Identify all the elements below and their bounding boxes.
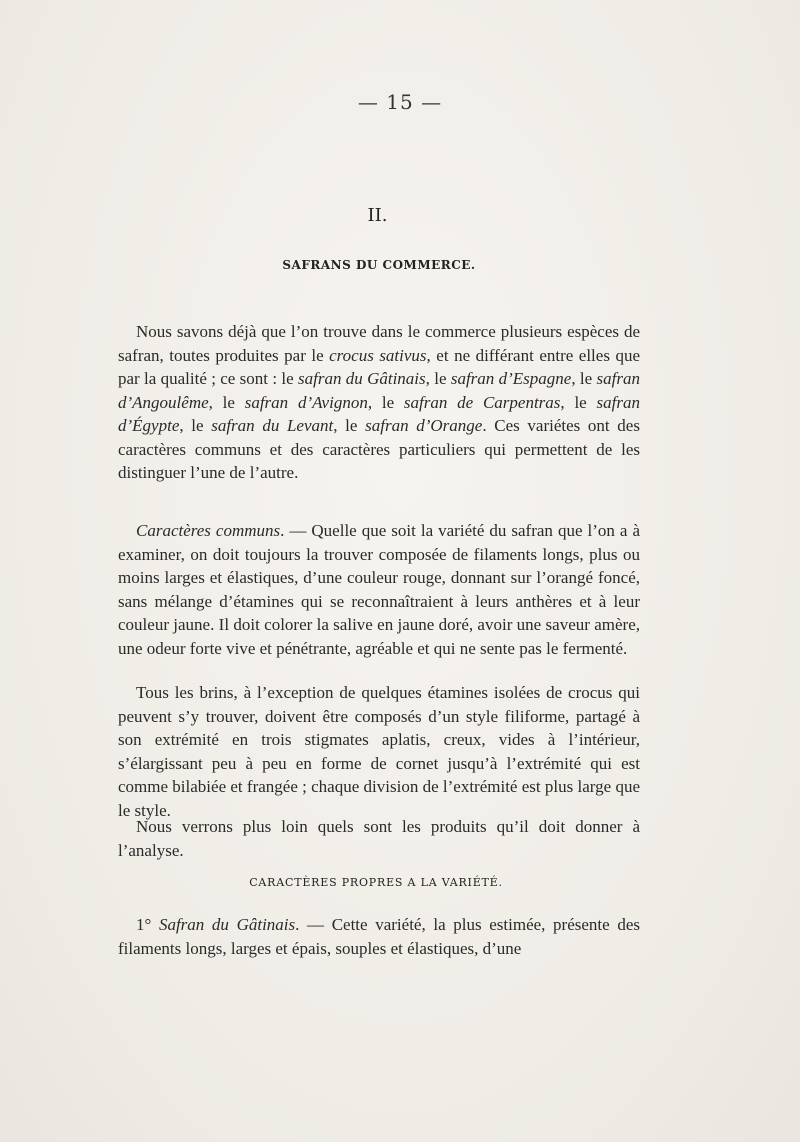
subsection-title: CARACTÈRES PROPRES A LA VARIÉTÉ. — [249, 876, 503, 889]
paragraph-strands: Tous les brins, à l’exception de quelques étamines isolées de crocus qui peuvent s’y trouver, doivent être composés d’un style filiforme, partagé à son extrémité en trois stigmates aplatis, creux, vides à l’intérieur, s’élargissant peu à peu en forme de cornet jusqu’à l’extrémité qui est comme bilabiée et frangée ; chaque division de l’extrémité est plus large que le style. — [118, 683, 640, 820]
paragraph-common-characters: Caractères communs. — Quelle que soit la variété du safran que l’on a à examiner, on doit toujours la trouver composée de filaments longs, plus ou moins larges et élastiques, d’une couleur rouge, donnant sur l’orangé foncé, sans mélange d’étamines qui se reconnaîtraient à leurs anthères et à leur couleur jaune. Il doit colorer la salive en jaune doré, avoir une saveur amère, une odeur forte vive et pénétrante, agréable et qui ne sente pas le fermenté. — [118, 521, 640, 658]
page-number: — 15 — — [357, 90, 443, 114]
paragraph-analysis: Nous verrons plus loin quels sont les produits qu’il doit donner à l’analyse. — [118, 817, 640, 860]
section-title: SAFRANS DU COMMERCE. — [282, 258, 476, 272]
section-number: II. — [367, 205, 388, 226]
paragraph-intro: Nous savons déjà que l’on trouve dans le commerce plusieurs espèces de safran, toutes produites par le crocus sativus, et ne différant entre elles que par la qualité ; ce sont : le safran du Gâtinais, le safran d’Espagne, le safran d’Angoulême, le safran d’Avignon, le safran de Carpentras, le safran d’Égypte, le safran du Levant, le safran d’Orange. Ces variétes ont des caractères communs et des caractères particuliers qui permettent de les distinguer l’une de l’autre. — [118, 322, 640, 482]
paragraph-gatinais: 1° Safran du Gâtinais. — Cette variété, la plus estimée, présente des filaments longs, larges et épais, souples et élastiques, d’une — [118, 915, 640, 958]
